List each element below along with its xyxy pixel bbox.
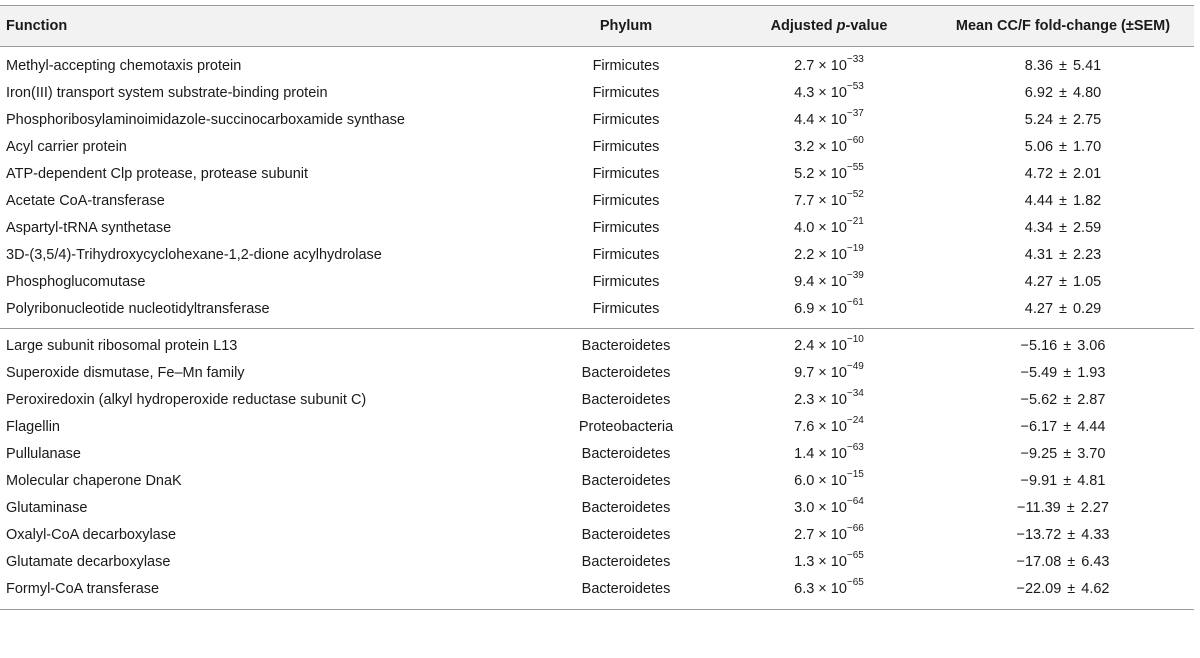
results-table — [0, 5, 1194, 610]
cell-function — [0, 107, 526, 134]
times-sign: × — [818, 85, 827, 101]
pvalue-base: 10 — [830, 166, 847, 182]
table-row — [0, 414, 1194, 441]
pvalue-exponent: −34 — [846, 388, 864, 400]
times-sign: × — [818, 58, 827, 74]
sem-value: 4.33 — [1081, 527, 1110, 543]
cell-pvalue — [726, 47, 932, 81]
cell-phylum: Bacteroidetes — [526, 576, 726, 610]
pvalue-exponent: −21 — [846, 216, 864, 228]
times-sign: × — [818, 500, 827, 516]
sem-value: 0.29 — [1072, 301, 1102, 317]
table-row — [0, 360, 1194, 387]
function-text: Acetate CoA-transferase — [6, 193, 165, 209]
pvalue-exponent: −24 — [846, 415, 864, 427]
cell-fold-change — [932, 80, 1194, 107]
pvalue-mantissa: 7.7 — [794, 193, 815, 209]
sem-value: 2.27 — [1080, 500, 1109, 516]
cell-fold-change — [932, 468, 1194, 495]
pvalue-exponent: −49 — [846, 361, 864, 373]
pvalue-mantissa: 6.9 — [794, 301, 815, 317]
cell-pvalue — [726, 188, 932, 215]
pvalue-exponent: −10 — [846, 334, 864, 346]
function-text: Glutaminase — [6, 500, 88, 516]
cell-phylum: Firmicutes — [592, 220, 660, 236]
times-sign: × — [818, 247, 827, 263]
pvalue-mantissa: 2.7 — [794, 527, 815, 543]
cell-fold-change — [932, 549, 1194, 576]
cell-phylum: Firmicutes — [592, 166, 660, 182]
cell-pvalue — [726, 107, 932, 134]
sem-value: 6.43 — [1081, 554, 1110, 570]
pvalue-base: 10 — [830, 193, 847, 209]
function-text: Molecular chaperone DnaK — [6, 473, 182, 489]
times-sign: × — [818, 446, 827, 462]
function-text: 3D-(3,5/4)-Trihydroxycyclohexane-1,2-dione acylhydrolase — [6, 247, 382, 263]
table-row — [0, 329, 1194, 361]
sem-value: 1.70 — [1072, 139, 1102, 155]
pvalue-exponent: −37 — [846, 108, 864, 120]
pvalue-exponent: −61 — [846, 297, 864, 309]
table-row — [0, 549, 1194, 576]
header-fold-change: Mean CC/F fold-change (±SEM) — [932, 6, 1194, 47]
function-text: Pullulanase — [6, 446, 81, 462]
header-pvalue-prefix: Adjusted — [770, 18, 837, 34]
cell-pvalue — [726, 360, 932, 387]
fold-change-value: −5.62 — [1020, 392, 1058, 408]
table-row — [0, 387, 1194, 414]
fold-change-value: 8.36 — [1024, 58, 1054, 74]
sem-value: 3.70 — [1077, 446, 1106, 462]
cell-phylum: Firmicutes — [592, 85, 660, 101]
cell-pvalue — [726, 549, 932, 576]
sem-value: 4.62 — [1081, 581, 1110, 597]
times-sign: × — [818, 581, 827, 597]
cell-fold-change — [932, 134, 1194, 161]
pvalue-base: 10 — [830, 446, 847, 462]
fold-change-value: 4.44 — [1024, 193, 1054, 209]
plus-minus-sign: ± — [1063, 365, 1072, 381]
cell-function — [0, 576, 526, 610]
cell-phylum: Bacteroidetes — [526, 329, 726, 361]
pvalue-mantissa: 2.2 — [794, 247, 815, 263]
table-row — [0, 269, 1194, 296]
cell-pvalue — [726, 134, 932, 161]
fold-change-value: 5.24 — [1024, 112, 1054, 128]
cell-function — [0, 549, 526, 576]
table-row — [0, 441, 1194, 468]
plus-minus-sign: ± — [1059, 247, 1067, 263]
table-header — [0, 6, 1194, 47]
header-row — [0, 6, 1194, 47]
pvalue-mantissa: 4.0 — [794, 220, 815, 236]
function-text: Superoxide dismutase, Fe–Mn family — [6, 365, 245, 381]
cell-function — [0, 47, 526, 81]
cell-phylum: Firmicutes — [592, 112, 660, 128]
fold-change-value: −13.72 — [1016, 527, 1062, 543]
pvalue-exponent: −15 — [846, 469, 864, 481]
function-text: Phosphoglucomutase — [6, 274, 146, 290]
times-sign: × — [818, 554, 827, 570]
cell-phylum: Firmicutes — [592, 247, 660, 263]
pvalue-mantissa: 1.4 — [794, 446, 815, 462]
cell-fold-change — [932, 387, 1194, 414]
cell-pvalue — [726, 576, 932, 610]
plus-minus-sign: ± — [1059, 85, 1067, 101]
cell-fold-change — [932, 107, 1194, 134]
sem-value: 2.75 — [1072, 112, 1102, 128]
cell-function — [0, 161, 526, 188]
pvalue-mantissa: 2.7 — [794, 58, 815, 74]
function-text: Iron(III) transport system substrate-binding protein — [6, 85, 328, 101]
function-text: Oxalyl-CoA decarboxylase — [6, 527, 177, 543]
times-sign: × — [818, 220, 827, 236]
fold-change-value: −9.25 — [1020, 446, 1058, 462]
pvalue-exponent: −64 — [846, 496, 864, 508]
plus-minus-sign: ± — [1067, 554, 1076, 570]
group-firmicutes — [0, 47, 1194, 329]
pvalue-base: 10 — [830, 247, 847, 263]
pvalue-exponent: −19 — [846, 243, 864, 255]
pvalue-mantissa: 3.0 — [794, 500, 815, 516]
cell-pvalue — [726, 269, 932, 296]
pvalue-exponent: −55 — [846, 162, 864, 174]
pvalue-exponent: −65 — [846, 550, 864, 562]
cell-pvalue — [726, 329, 932, 361]
pvalue-base: 10 — [830, 301, 847, 317]
cell-pvalue — [726, 215, 932, 242]
cell-function — [0, 296, 526, 329]
pvalue-base: 10 — [830, 581, 847, 597]
cell-fold-change — [932, 47, 1194, 81]
pvalue-mantissa: 9.7 — [794, 365, 815, 381]
plus-minus-sign: ± — [1059, 112, 1067, 128]
sem-value: 1.05 — [1072, 274, 1102, 290]
plus-minus-sign: ± — [1059, 58, 1067, 74]
cell-function — [0, 242, 526, 269]
cell-pvalue — [726, 495, 932, 522]
cell-phylum: Bacteroidetes — [581, 527, 671, 543]
function-text: Glutamate decarboxylase — [6, 554, 171, 570]
pvalue-exponent: −53 — [846, 81, 864, 93]
plus-minus-sign: ± — [1059, 139, 1067, 155]
pvalue-base: 10 — [830, 500, 847, 516]
table-row — [0, 134, 1194, 161]
sem-value: 3.06 — [1077, 338, 1106, 354]
cell-phylum: Firmicutes — [592, 58, 660, 74]
sem-value: 2.87 — [1077, 392, 1106, 408]
table-row — [0, 468, 1194, 495]
plus-minus-sign: ± — [1067, 581, 1076, 597]
plus-minus-sign: ± — [1063, 473, 1072, 489]
table-row — [0, 188, 1194, 215]
fold-change-value: −17.08 — [1016, 554, 1062, 570]
times-sign: × — [818, 527, 827, 543]
pvalue-base: 10 — [830, 392, 847, 408]
plus-minus-sign: ± — [1059, 166, 1067, 182]
cell-fold-change — [932, 414, 1194, 441]
table-row — [0, 215, 1194, 242]
table-row — [0, 80, 1194, 107]
cell-function — [0, 188, 526, 215]
cell-phylum: Bacteroidetes — [581, 365, 671, 381]
fold-change-value: 4.72 — [1024, 166, 1054, 182]
pvalue-base: 10 — [830, 554, 847, 570]
fold-change-value: 5.06 — [1024, 139, 1054, 155]
cell-fold-change — [932, 329, 1194, 361]
cell-phylum: Firmicutes — [592, 274, 660, 290]
fold-change-value: −9.91 — [1020, 473, 1058, 489]
times-sign: × — [818, 274, 827, 290]
cell-pvalue — [726, 80, 932, 107]
sem-value: 1.93 — [1077, 365, 1106, 381]
cell-pvalue — [726, 387, 932, 414]
times-sign: × — [818, 166, 827, 182]
table-row — [0, 161, 1194, 188]
plus-minus-sign: ± — [1067, 527, 1076, 543]
pvalue-base: 10 — [830, 139, 847, 155]
plus-minus-sign: ± — [1059, 274, 1067, 290]
sem-value: 2.23 — [1072, 247, 1102, 263]
pvalue-base: 10 — [830, 365, 847, 381]
function-text: Polyribonucleotide nucleotidyltransferase — [6, 301, 270, 317]
sem-value: 2.59 — [1072, 220, 1102, 236]
plus-minus-sign: ± — [1059, 193, 1067, 209]
cell-function — [0, 414, 526, 441]
pvalue-base: 10 — [830, 419, 847, 435]
pvalue-mantissa: 2.4 — [794, 338, 815, 354]
cell-phylum: Firmicutes — [592, 301, 660, 317]
fold-change-value: 6.92 — [1024, 85, 1054, 101]
fold-change-value: 4.27 — [1024, 274, 1054, 290]
table-row — [0, 47, 1194, 81]
pvalue-base: 10 — [830, 338, 847, 354]
pvalue-base: 10 — [830, 473, 847, 489]
cell-function — [0, 495, 526, 522]
pvalue-exponent: −66 — [846, 523, 864, 535]
pvalue-mantissa: 4.4 — [794, 112, 815, 128]
pvalue-base: 10 — [830, 85, 847, 101]
header-adjusted-pvalue — [726, 6, 932, 47]
pvalue-base: 10 — [830, 220, 847, 236]
cell-fold-change — [932, 495, 1194, 522]
cell-pvalue — [726, 441, 932, 468]
cell-function — [0, 387, 526, 414]
function-text: Methyl-accepting chemotaxis protein — [6, 58, 242, 74]
table-row — [0, 296, 1194, 329]
function-text: Aspartyl-tRNA synthetase — [6, 220, 172, 236]
cell-function — [0, 134, 526, 161]
cell-function — [0, 522, 526, 549]
cell-fold-change — [932, 215, 1194, 242]
plus-minus-sign: ± — [1063, 419, 1072, 435]
fold-change-value: −6.17 — [1020, 419, 1058, 435]
cell-phylum: Bacteroidetes — [581, 554, 671, 570]
cell-phylum: Bacteroidetes — [581, 473, 671, 489]
pvalue-exponent: −33 — [846, 54, 864, 66]
pvalue-mantissa: 6.0 — [794, 473, 815, 489]
times-sign: × — [818, 112, 827, 128]
cell-phylum: Proteobacteria — [578, 419, 674, 435]
cell-pvalue — [726, 161, 932, 188]
sem-value: 4.80 — [1072, 85, 1102, 101]
table-row — [0, 495, 1194, 522]
cell-function — [0, 360, 526, 387]
cell-fold-change — [932, 360, 1194, 387]
pvalue-mantissa: 3.2 — [794, 139, 815, 155]
function-text: Formyl-CoA transferase — [6, 581, 160, 597]
cell-fold-change — [932, 242, 1194, 269]
times-sign: × — [818, 473, 827, 489]
cell-function — [0, 269, 526, 296]
table-row — [0, 242, 1194, 269]
cell-fold-change — [932, 522, 1194, 549]
plus-minus-sign: ± — [1066, 500, 1075, 516]
cell-pvalue — [726, 522, 932, 549]
cell-fold-change — [932, 269, 1194, 296]
sem-value: 1.82 — [1072, 193, 1102, 209]
fold-change-value: −5.49 — [1020, 365, 1058, 381]
cell-function — [0, 329, 526, 361]
pvalue-base: 10 — [830, 58, 847, 74]
fold-change-value: 4.27 — [1024, 301, 1054, 317]
table-row — [0, 522, 1194, 549]
pvalue-mantissa: 5.2 — [794, 166, 815, 182]
pvalue-mantissa: 6.3 — [794, 581, 815, 597]
pvalue-mantissa: 4.3 — [794, 85, 815, 101]
times-sign: × — [818, 365, 827, 381]
pvalue-base: 10 — [830, 112, 847, 128]
cell-pvalue — [726, 242, 932, 269]
times-sign: × — [818, 193, 827, 209]
plus-minus-sign: ± — [1063, 392, 1072, 408]
cell-fold-change — [932, 188, 1194, 215]
pvalue-mantissa: 9.4 — [794, 274, 815, 290]
pvalue-exponent: −60 — [846, 135, 864, 147]
cell-function — [0, 80, 526, 107]
cell-phylum: Bacteroidetes — [581, 500, 671, 516]
pvalue-mantissa: 1.3 — [794, 554, 815, 570]
table-row — [0, 576, 1194, 610]
function-text: Phosphoribosylaminoimidazole-succinocarboxamide synthase — [6, 112, 405, 128]
function-text: Flagellin — [6, 419, 60, 435]
sem-value: 4.81 — [1077, 473, 1106, 489]
pvalue-mantissa: 7.6 — [794, 419, 815, 435]
pvalue-exponent: −63 — [846, 442, 864, 454]
fold-change-value: −22.09 — [1016, 581, 1062, 597]
cell-fold-change — [932, 441, 1194, 468]
cell-phylum: Firmicutes — [592, 139, 660, 155]
times-sign: × — [818, 139, 827, 155]
cell-fold-change — [932, 161, 1194, 188]
cell-pvalue — [726, 414, 932, 441]
pvalue-exponent: −39 — [846, 270, 864, 282]
plus-minus-sign: ± — [1059, 301, 1067, 317]
fold-change-value: 4.34 — [1024, 220, 1054, 236]
group-bacteroidetes — [0, 329, 1194, 610]
pvalue-exponent: −65 — [846, 577, 864, 589]
cell-pvalue — [726, 468, 932, 495]
pvalue-exponent: −52 — [846, 189, 864, 201]
plus-minus-sign: ± — [1059, 220, 1067, 236]
header-pvalue-italic: p — [836, 18, 846, 34]
cell-function — [0, 441, 526, 468]
table-row — [0, 107, 1194, 134]
sem-value: 5.41 — [1072, 58, 1102, 74]
cell-function — [0, 468, 526, 495]
function-text: Large subunit ribosomal protein L13 — [6, 338, 238, 354]
header-function: Function — [0, 6, 526, 47]
fold-change-value: 4.31 — [1024, 247, 1054, 263]
cell-phylum: Bacteroidetes — [581, 392, 671, 408]
function-text: Acyl carrier protein — [6, 139, 127, 155]
pvalue-base: 10 — [830, 274, 847, 290]
cell-phylum: Bacteroidetes — [581, 446, 671, 462]
cell-phylum: Firmicutes — [592, 193, 660, 209]
cell-fold-change — [932, 296, 1194, 329]
times-sign: × — [818, 392, 827, 408]
times-sign: × — [818, 301, 827, 317]
header-phylum: Phylum — [526, 6, 726, 47]
cell-pvalue — [726, 296, 932, 329]
sem-value: 2.01 — [1072, 166, 1102, 182]
pvalue-base: 10 — [830, 527, 847, 543]
function-text: Peroxiredoxin (alkyl hydroperoxide reductase subunit C) — [6, 392, 367, 408]
fold-change-value: −11.39 — [1017, 500, 1061, 516]
function-text: ATP-dependent Clp protease, protease subunit — [6, 166, 309, 182]
fold-change-value: −5.16 — [1020, 338, 1058, 354]
sem-value: 4.44 — [1077, 419, 1106, 435]
cell-fold-change — [932, 576, 1194, 610]
cell-function — [0, 215, 526, 242]
times-sign: × — [818, 419, 827, 435]
plus-minus-sign: ± — [1063, 446, 1072, 462]
plus-minus-sign: ± — [1063, 338, 1072, 354]
pvalue-mantissa: 2.3 — [794, 392, 815, 408]
header-pvalue-suffix: -value — [845, 18, 888, 34]
times-sign: × — [818, 338, 827, 354]
